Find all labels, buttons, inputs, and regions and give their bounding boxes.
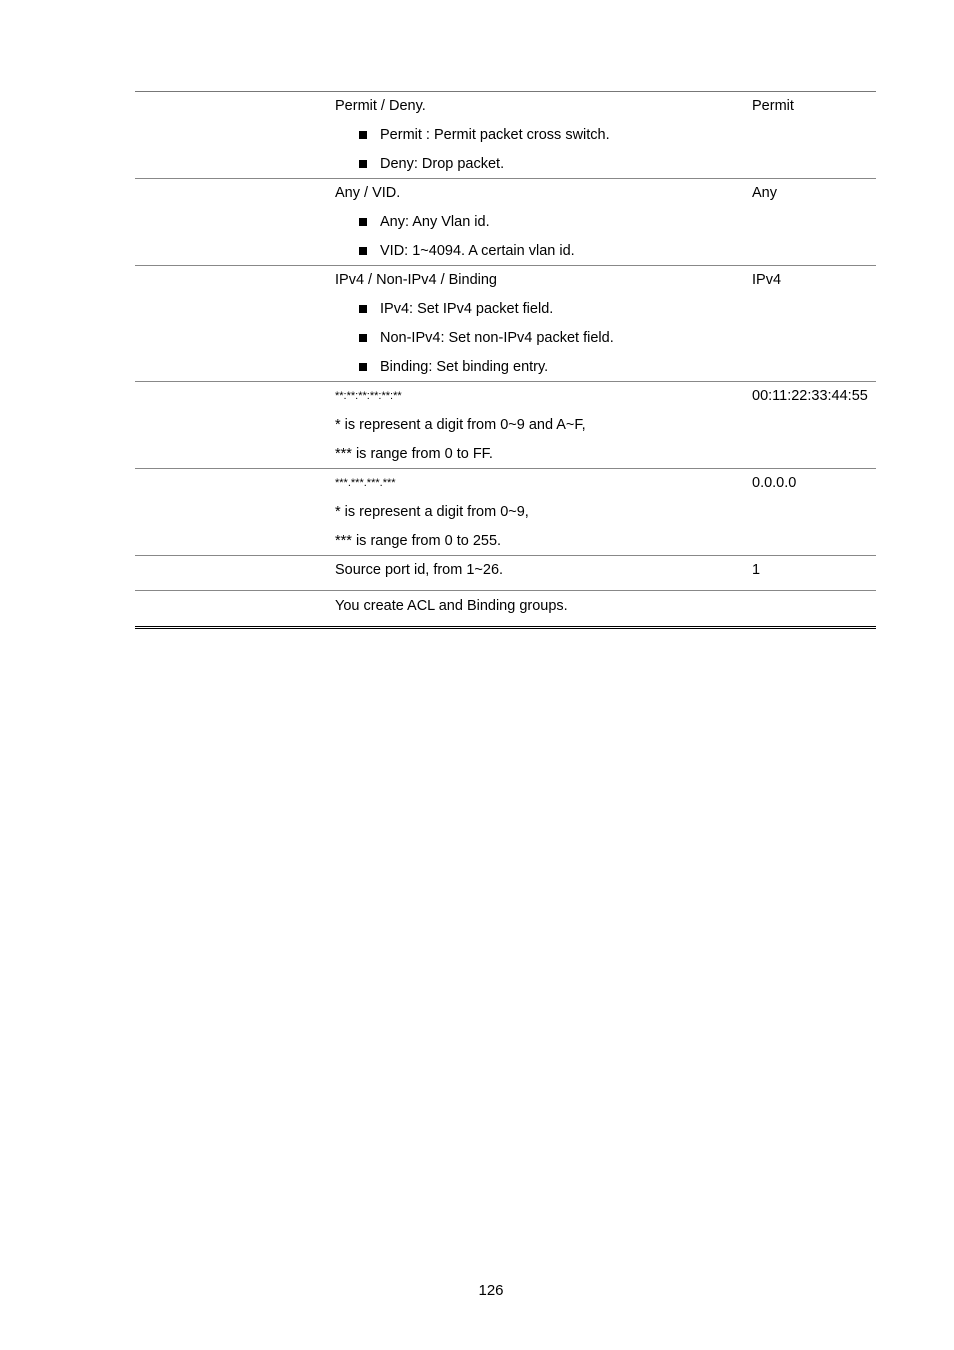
default-value: Any: [752, 185, 777, 201]
page-number: 126: [478, 1282, 504, 1299]
square-bullet-icon: [359, 334, 367, 342]
bullet-text: Permit : Permit packet cross switch.: [380, 127, 610, 143]
description-text: *** is range from 0 to FF.: [335, 446, 493, 462]
default-value: 0.0.0.0: [752, 475, 797, 491]
parameter-table: [135, 91, 876, 629]
square-bullet-icon: [359, 131, 367, 139]
description-text: IPv4 / Non-IPv4 / Binding: [335, 272, 497, 288]
default-value: Permit: [752, 98, 794, 114]
default-value: IPv4: [752, 272, 782, 288]
description-text: Any / VID.: [335, 185, 401, 201]
table-row-vlan: [135, 179, 876, 266]
table-row-ip: [135, 469, 876, 556]
description-text: * is represent a digit from 0~9 and A~F,: [335, 417, 586, 433]
bullet-text: IPv4: Set IPv4 packet field.: [380, 301, 554, 317]
default-value: 1: [752, 562, 761, 578]
description-text: You create ACL and Binding groups.: [335, 598, 568, 614]
bullet-text: Binding: Set binding entry.: [380, 359, 549, 375]
format-text: **:**:**:**:**:**: [335, 390, 402, 402]
bullet-text: VID: 1~4094. A certain vlan id.: [380, 243, 575, 259]
table-row-mac: [135, 382, 876, 469]
square-bullet-icon: [359, 160, 367, 168]
square-bullet-icon: [359, 305, 367, 313]
square-bullet-icon: [359, 363, 367, 371]
bullet-text: Any: Any Vlan id.: [380, 214, 490, 230]
table-row-packet-type: [135, 266, 876, 382]
description-text: Source port id, from 1~26.: [335, 562, 504, 578]
bullet-text: Deny: Drop packet.: [380, 156, 505, 172]
default-value: 00:11:22:33:44:55: [752, 388, 868, 404]
description-text: * is represent a digit from 0~9,: [335, 504, 529, 520]
format-text: ***.***.***.***: [335, 477, 396, 489]
table-row-port: [135, 556, 876, 591]
square-bullet-icon: [359, 247, 367, 255]
description-text: *** is range from 0 to 255.: [335, 533, 502, 549]
bullet-text: Non-IPv4: Set non-IPv4 packet field.: [380, 330, 614, 346]
description-text: Permit / Deny.: [335, 98, 426, 114]
table-row-action: [135, 92, 876, 179]
table-row-create: [135, 591, 876, 629]
square-bullet-icon: [359, 218, 367, 226]
